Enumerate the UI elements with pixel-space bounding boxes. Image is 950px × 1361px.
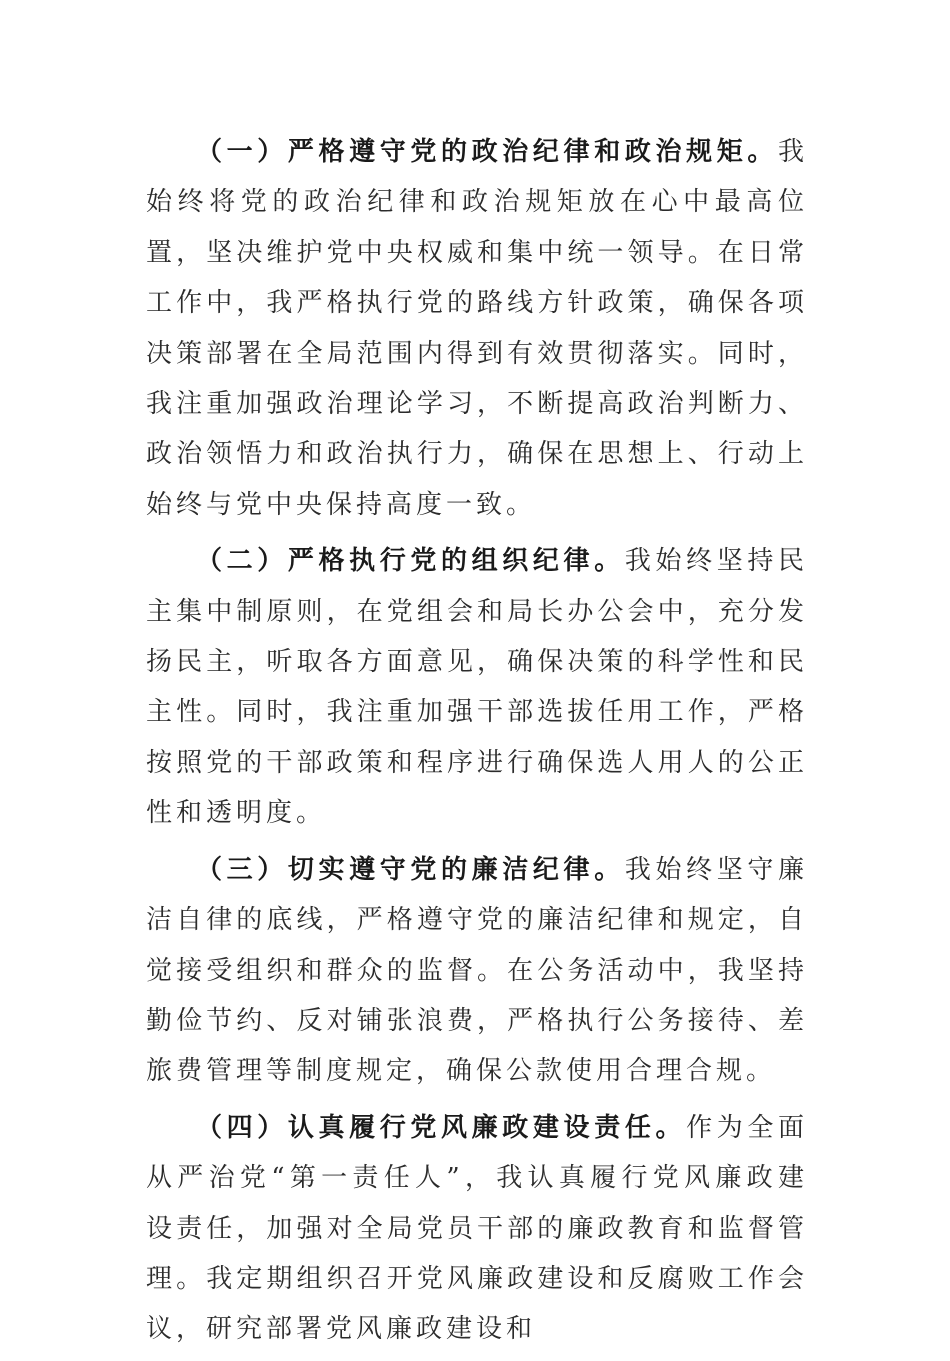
paragraph-2-text: 我始终坚持民主集中制原则，在党组会和局长办公会中，充分发扬民主，听取各方面意见，确保决策的科学性和民主性。同时，我注重加强干部选拔任用工作，严格按照党的干部政策和程序进行确保选人用人的公正性和透明度。 [146,546,808,829]
paragraph-4 [146,1103,808,1355]
paragraph-1-heading: （一）严格遵守党的政治纪律和政治规矩。 [196,137,778,167]
paragraph-4-text: 作为全面从严治党“第一责任人”，我认真履行党风廉政建设责任，加强对全局党员干部的廉政教育和监督管理。我定期组织召开党风廉政建设和反腐败工作会议，研究部署党风廉政建设和 [146,1112,808,1345]
document-body [146,127,808,1361]
paragraph-4-heading: （四）认真履行党风廉政建设责任。 [196,1112,687,1143]
paragraph-3-heading: （三）切实遵守党的廉洁纪律。 [196,854,625,885]
paragraph-2-heading: （二）严格执行党的组织纪律。 [196,546,625,577]
paragraph-3 [146,845,808,1097]
paragraph-3-text: 我始终坚守廉洁自律的底线，严格遵守党的廉洁纪律和规定，自觉接受组织和群众的监督。在公务活动中，我坚持勤俭节约、反对铺张浪费，严格执行公务接待、差旅费管理等制度规定，确保公款使用合理合规。 [146,854,808,1087]
paragraph-1 [146,127,808,530]
paragraph-1-text: 我始终将党的政治纪律和政治规矩放在心中最高位置，坚决维护党中央权威和集中统一领导。在日常工作中，我严格执行党的路线方针政策，确保各项决策部署在全局范围内得到有效贯彻落实。同时，我注重加强政治理论学习，不断提高政治判断力、政治领悟力和政治执行力，确保在思想上、行动上始终与党中央保持高度一致。 [146,137,808,520]
paragraph-2 [146,536,808,838]
